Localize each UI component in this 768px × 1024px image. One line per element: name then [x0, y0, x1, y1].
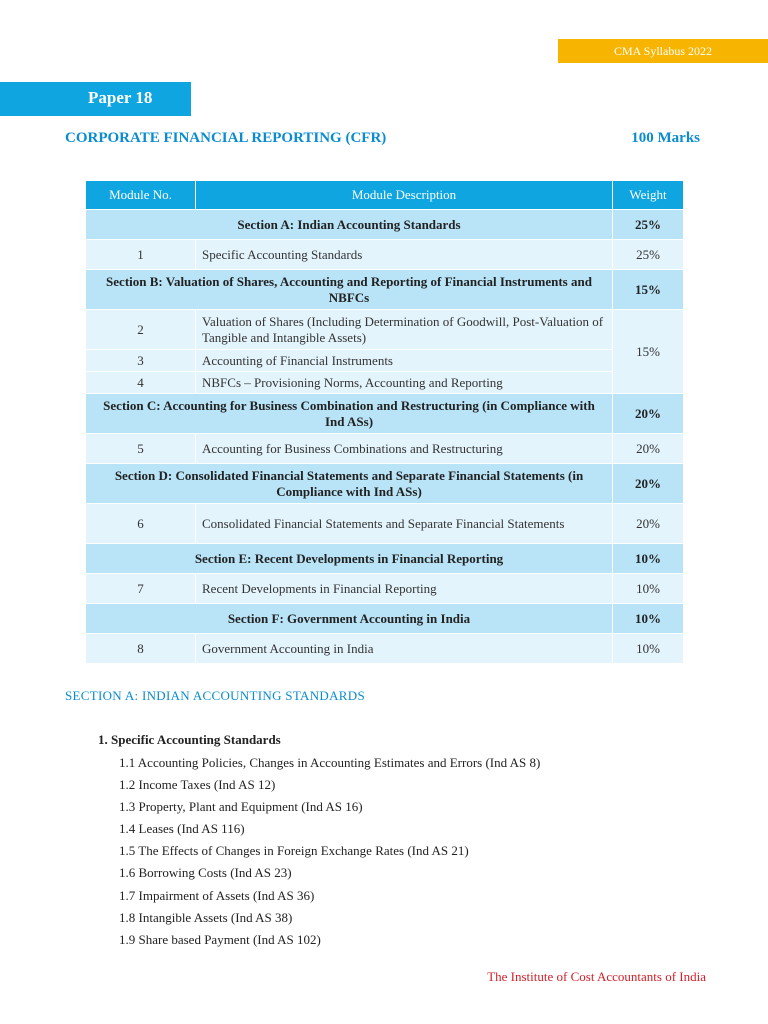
- module-description: Valuation of Shares (Including Determination of Goodwill, Post-Valuation of Tangible and Intangible Assets): [196, 310, 613, 350]
- module-no: 5: [86, 434, 196, 464]
- header-module-description: Module Description: [196, 181, 613, 210]
- module-no: 4: [86, 372, 196, 394]
- header-weight: Weight: [613, 181, 684, 210]
- topic-title: 1. Specific Accounting Standards: [98, 732, 281, 747]
- list-item: 1.3 Property, Plant and Equipment (Ind AS 16): [119, 799, 363, 815]
- section-weight: 10%: [613, 604, 684, 634]
- paper-label: Paper 18: [88, 88, 153, 107]
- footer-institute: The Institute of Cost Accountants of India: [487, 969, 706, 984]
- paper-tab: [0, 82, 191, 116]
- list-item: 1.8 Intangible Assets (Ind AS 38): [119, 909, 293, 925]
- module-no: 6: [86, 504, 196, 544]
- section-title: Section C: Accounting for Business Combination and Restructuring (in Compliance with Ind ASs): [86, 394, 613, 434]
- section-title: Section A: Indian Accounting Standards: [86, 210, 613, 240]
- section-row: [86, 394, 684, 434]
- section-heading: SECTION A: INDIAN ACCOUNTING STANDARDS: [65, 688, 365, 703]
- course-title: CORPORATE FINANCIAL REPORTING (CFR): [65, 130, 387, 146]
- section-row: [86, 270, 684, 310]
- section-row: [86, 210, 684, 240]
- list-item: 1.7 Impairment of Assets (Ind AS 36): [119, 887, 315, 903]
- list-item: 1.6 Borrowing Costs (Ind AS 23): [119, 865, 292, 881]
- section-title: Section F: Government Accounting in India: [86, 604, 613, 634]
- section-row: [86, 544, 684, 574]
- module-description: Government Accounting in India: [196, 634, 613, 664]
- module-description: Accounting for Business Combinations and Restructuring: [196, 434, 613, 464]
- list-item: 1.5 The Effects of Changes in Foreign Exchange Rates (Ind AS 21): [119, 843, 469, 859]
- module-weight: 20%: [613, 434, 684, 464]
- table-row: [86, 574, 684, 604]
- module-description: Consolidated Financial Statements and Separate Financial Statements: [196, 504, 613, 544]
- table-row: [86, 350, 684, 372]
- section-title: Section D: Consolidated Financial Statements and Separate Financial Statements (in Compliance with Ind ASs): [86, 464, 613, 504]
- header-module-no: Module No.: [86, 181, 196, 210]
- table-row: [86, 372, 684, 394]
- module-weight: 10%: [613, 634, 684, 664]
- section-weight: 10%: [613, 544, 684, 574]
- table-row: [86, 310, 684, 350]
- section-title: Section E: Recent Developments in Financial Reporting: [86, 544, 613, 574]
- module-weight: 15%: [613, 310, 684, 394]
- syllabus-table: [85, 180, 684, 664]
- section-row: [86, 604, 684, 634]
- table-row: [86, 240, 684, 270]
- section-weight: 15%: [613, 270, 684, 310]
- module-description: NBFCs – Provisioning Norms, Accounting and Reporting: [196, 372, 613, 394]
- section-title: Section B: Valuation of Shares, Accounting and Reporting of Financial Instruments and NBFCs: [86, 270, 613, 310]
- section-weight: 20%: [613, 464, 684, 504]
- list-item: 1.2 Income Taxes (Ind AS 12): [119, 777, 276, 793]
- table-header-row: [86, 181, 684, 210]
- section-weight: 25%: [613, 210, 684, 240]
- table-row: [86, 504, 684, 544]
- table-row: [86, 634, 684, 664]
- module-no: 2: [86, 310, 196, 350]
- module-description: Accounting of Financial Instruments: [196, 350, 613, 372]
- module-no: 1: [86, 240, 196, 270]
- syllabus-badge: CMA Syllabus 2022: [558, 39, 768, 63]
- module-weight: 20%: [613, 504, 684, 544]
- module-no: 3: [86, 350, 196, 372]
- list-item: 1.1 Accounting Policies, Changes in Accounting Estimates and Errors (Ind AS 8): [119, 755, 541, 770]
- subtopic-list: [119, 754, 540, 953]
- total-marks: 100 Marks: [631, 130, 700, 146]
- module-weight: 10%: [613, 574, 684, 604]
- module-description: Recent Developments in Financial Reporting: [196, 574, 613, 604]
- module-no: 8: [86, 634, 196, 664]
- table-row: [86, 434, 684, 464]
- section-weight: 20%: [613, 394, 684, 434]
- module-description: Specific Accounting Standards: [196, 240, 613, 270]
- list-item: 1.4 Leases (Ind AS 116): [119, 821, 245, 837]
- module-weight: 25%: [613, 240, 684, 270]
- section-row: [86, 464, 684, 504]
- list-item: 1.9 Share based Payment (Ind AS 102): [119, 931, 321, 947]
- module-no: 7: [86, 574, 196, 604]
